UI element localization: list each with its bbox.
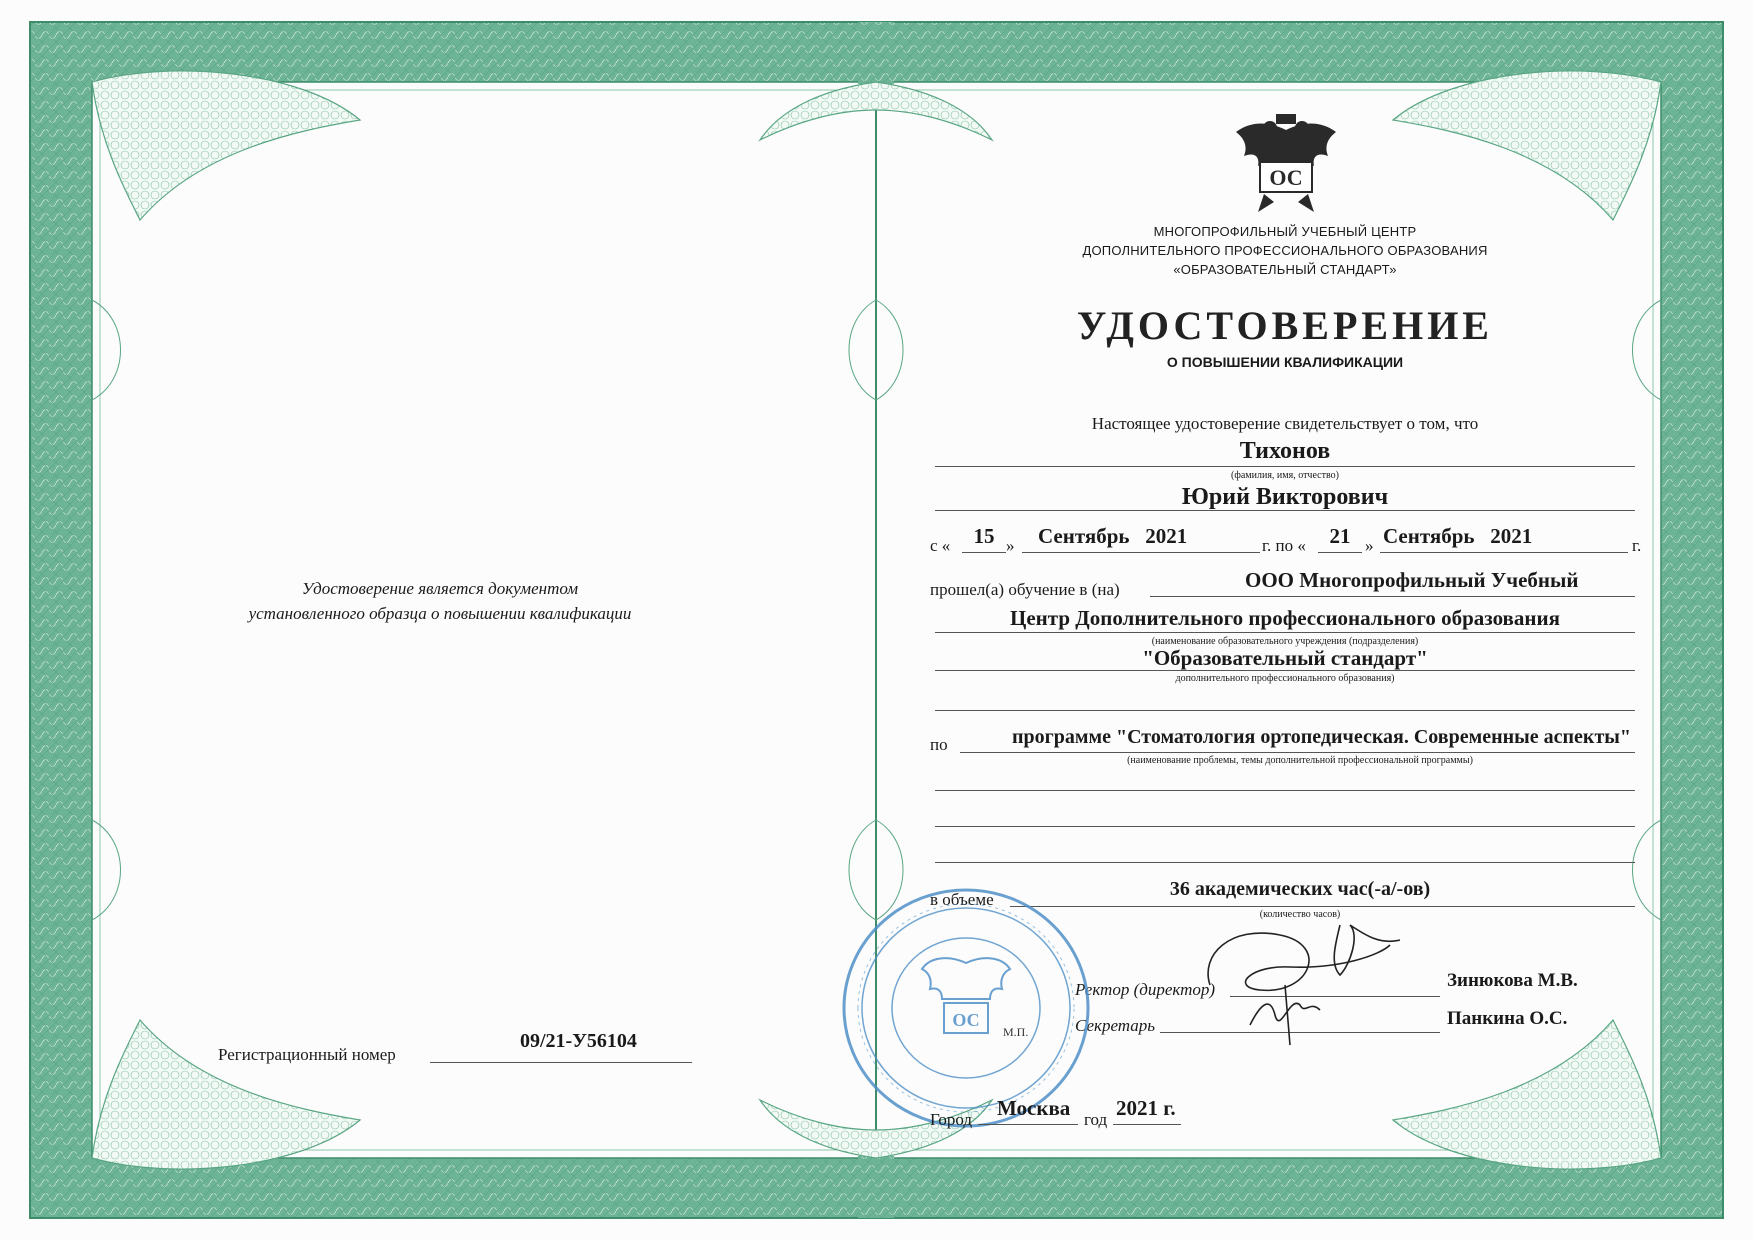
blank-underline-3 xyxy=(935,826,1635,827)
from-month-underline xyxy=(1022,552,1260,553)
hours-caption: (количество часов) xyxy=(1259,909,1341,920)
left-note-line1: Удостоверение является документом xyxy=(301,579,579,598)
blank-underline-2 xyxy=(935,790,1635,791)
institution-underline-2 xyxy=(935,632,1635,633)
period-from-prefix: с « xyxy=(930,536,951,555)
institution-line2: Центр Дополнительного профессионального образования xyxy=(1010,606,1560,630)
org-line1: МНОГОПРОФИЛЬНЫЙ УЧЕБНЫЙ ЦЕНТР xyxy=(1153,224,1417,239)
institution-caption-1: (наименование образовательного учреждения (подразделения) xyxy=(1151,636,1419,647)
left-note-line2: установленного образца о повышении квалификации xyxy=(248,604,632,623)
double-headed-eagle-emblem xyxy=(1230,112,1342,216)
program-underline xyxy=(960,752,1635,753)
reg-number-underline xyxy=(430,1062,692,1063)
period-suffix: г. xyxy=(1632,536,1642,555)
surname-underline xyxy=(935,466,1635,467)
emblem-letters: ОС xyxy=(1269,165,1303,190)
period-to-prefix: г. по « xyxy=(1262,536,1306,555)
from-month-year: Сентябрь 2021 xyxy=(1038,524,1188,548)
program-prefix: по xyxy=(930,735,948,754)
to-month-year: Сентябрь 2021 xyxy=(1383,524,1533,548)
year-label: год xyxy=(1084,1110,1108,1129)
to-month-underline xyxy=(1380,552,1628,553)
from-day-close: » xyxy=(1006,536,1015,555)
to-day-close: » xyxy=(1365,536,1374,555)
institution-line3: "Образовательный стандарт" xyxy=(1142,646,1428,670)
name-caption: (фамилия, имя, отчество) xyxy=(1231,470,1339,481)
rector-label: Ректор (директор) xyxy=(1075,980,1216,999)
reg-number-value: 09/21-У56104 xyxy=(520,1030,637,1052)
from-day: 15 xyxy=(973,524,995,548)
trained-label: прошел(а) обучение в (на) xyxy=(930,580,1120,599)
city-underline xyxy=(978,1124,1078,1125)
round-seal-stamp xyxy=(838,885,1094,1131)
reg-number-label: Регистрационный номер xyxy=(218,1045,396,1064)
document-title: УДОСТОВЕРЕНИЕ xyxy=(1077,303,1493,348)
document-subtitle: О ПОВЫШЕНИИ КВАЛИФИКАЦИИ xyxy=(1166,354,1404,370)
first-patronymic-value: Юрий Викторович xyxy=(1181,484,1389,510)
blank-underline-1 xyxy=(935,710,1635,711)
volume-label: в объеме xyxy=(930,890,994,909)
left-note xyxy=(180,576,700,626)
secretary-name: Панкина О.С. xyxy=(1447,1008,1568,1029)
org-line2: ДОПОЛНИТЕЛЬНОГО ПРОФЕССИОНАЛЬНОГО ОБРАЗОВАНИЯ xyxy=(1082,243,1488,258)
secretary-label: Секретарь xyxy=(1075,1016,1155,1035)
hours-value: 36 академических час(-а/-ов) xyxy=(1169,878,1431,900)
rector-name: Зинюкова М.В. xyxy=(1447,970,1578,991)
blank-underline-4 xyxy=(935,862,1635,863)
org-line3: «ОБРАЗОВАТЕЛЬНЫЙ СТАНДАРТ» xyxy=(1173,262,1397,277)
institution-line1: ООО Многопрофильный Учебный xyxy=(1245,568,1579,592)
institution-caption-2: дополнительного профессионального образования) xyxy=(1175,673,1395,684)
year-underline xyxy=(1113,1124,1181,1125)
city-value: Москва xyxy=(997,1096,1071,1120)
city-label: Город xyxy=(930,1110,972,1129)
signature xyxy=(1190,905,1410,1055)
to-day: 21 xyxy=(1329,524,1351,548)
from-day-underline xyxy=(962,552,1006,553)
year-value: 2021 г. xyxy=(1116,1096,1176,1120)
intro-text: Настоящее удостоверение свидетельствует о том, что xyxy=(1091,414,1479,433)
surname-value: Тихонов xyxy=(1239,438,1331,464)
program-caption: (наименование проблемы, темы дополнительной профессиональной программы) xyxy=(1127,755,1473,766)
org-header xyxy=(1000,222,1570,279)
mp-mark: М.П. xyxy=(1003,1025,1029,1039)
to-day-underline xyxy=(1318,552,1362,553)
seal-letters: ОС xyxy=(952,1010,980,1030)
institution-underline-1 xyxy=(1150,596,1635,597)
program-value: программе "Стоматология ортопедическая. Современные аспекты" xyxy=(1012,726,1631,748)
